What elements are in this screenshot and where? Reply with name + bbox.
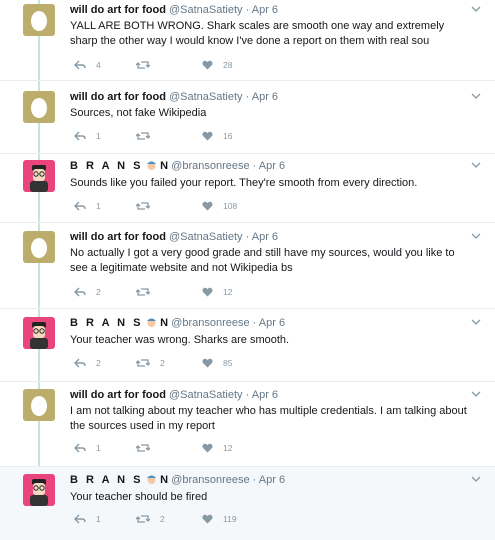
tweet-text: YALL ARE BOTH WRONG. Shark scales are smooth one way and extremely sharp the other way I would know I've done a report on them with real sou <box>70 20 445 47</box>
separator-dot: · <box>252 474 257 486</box>
retweet-icon <box>136 60 150 70</box>
heart-icon <box>202 131 213 141</box>
reply-icon <box>74 443 86 453</box>
display-name[interactable]: B R A N S <box>70 317 144 329</box>
separator-dot: · <box>252 160 257 172</box>
separator-dot: · <box>245 389 250 401</box>
tweet-date[interactable]: Apr 6 <box>251 91 279 103</box>
user-handle[interactable]: @SatnaSatiety <box>169 231 243 243</box>
like-action[interactable] <box>202 60 232 70</box>
reply-icon <box>74 514 86 524</box>
egg-avatar[interactable] <box>23 91 55 123</box>
retweet-count: 2 <box>160 514 165 524</box>
reply-icon <box>74 358 86 368</box>
reply-icon <box>74 60 86 70</box>
reply-count: 4 <box>96 60 101 70</box>
chevron-down-icon[interactable] <box>471 4 481 15</box>
user-handle[interactable]: @SatnaSatiety <box>169 4 243 16</box>
cartoon-avatar[interactable] <box>23 317 55 349</box>
display-name[interactable]: B R A N S <box>70 160 144 172</box>
chevron-down-icon[interactable] <box>471 91 481 102</box>
separator-dot: · <box>245 231 250 243</box>
reply-icon <box>74 287 86 297</box>
cartoon-avatar[interactable] <box>23 160 55 192</box>
retweet-action[interactable] <box>136 201 160 211</box>
like-action[interactable] <box>202 201 237 211</box>
user-handle[interactable]: @SatnaSatiety <box>169 389 243 401</box>
tweet-text: Your teacher was wrong. Sharks are smooth. <box>70 334 290 346</box>
like-count: 16 <box>223 131 233 141</box>
reply-icon <box>74 131 86 141</box>
reply-action[interactable] <box>74 443 101 453</box>
like-count: 119 <box>223 514 237 524</box>
tweet-text: Your teacher should be fired <box>70 491 208 503</box>
tweet-text: Sources, not fake Wikipedia <box>70 107 207 119</box>
tweet-date[interactable]: Apr 6 <box>258 474 286 486</box>
tweet[interactable] <box>0 222 495 308</box>
reply-count: 1 <box>96 514 101 524</box>
reply-count: 1 <box>96 443 101 453</box>
display-name[interactable]: B R A N S <box>70 474 144 486</box>
tweet-date[interactable]: Apr 6 <box>251 231 279 243</box>
reply-count: 1 <box>96 131 101 141</box>
reply-action[interactable] <box>74 358 101 368</box>
egg-avatar[interactable] <box>23 389 55 421</box>
like-action[interactable] <box>202 443 232 453</box>
retweet-icon <box>136 131 150 141</box>
display-name-suffix[interactable]: N <box>160 474 169 486</box>
chevron-down-icon[interactable] <box>471 160 481 171</box>
tweet-date[interactable]: Apr 6 <box>251 389 279 401</box>
chevron-down-icon[interactable] <box>471 317 481 328</box>
display-name[interactable]: will do art for food <box>70 4 166 16</box>
cap-emoji-icon <box>146 474 157 488</box>
retweet-icon <box>136 443 150 453</box>
egg-avatar[interactable] <box>23 4 55 36</box>
like-count: 28 <box>223 60 233 70</box>
reply-count: 2 <box>96 287 101 297</box>
tweet[interactable] <box>0 381 495 466</box>
tweet-date[interactable]: Apr 6 <box>258 160 286 172</box>
retweet-count: 2 <box>160 358 165 368</box>
heart-icon <box>202 443 213 453</box>
like-action[interactable] <box>202 287 232 297</box>
reply-count: 1 <box>96 201 101 211</box>
heart-icon <box>202 514 213 524</box>
reply-action[interactable] <box>74 60 101 70</box>
like-action[interactable] <box>202 514 237 524</box>
separator-dot: · <box>245 91 250 103</box>
tweet[interactable] <box>0 308 495 381</box>
heart-icon <box>202 201 213 211</box>
like-count: 12 <box>223 443 233 453</box>
retweet-action[interactable] <box>136 287 160 297</box>
chevron-down-icon[interactable] <box>471 231 481 242</box>
retweet-action[interactable] <box>136 443 160 453</box>
like-action[interactable] <box>202 131 232 141</box>
like-count: 85 <box>223 358 233 368</box>
chevron-down-icon[interactable] <box>471 474 481 485</box>
cap-emoji-icon <box>146 317 157 331</box>
display-name[interactable]: will do art for food <box>70 389 166 401</box>
display-name[interactable]: will do art for food <box>70 231 166 243</box>
retweet-icon <box>136 287 150 297</box>
reply-action[interactable] <box>74 514 101 524</box>
retweet-icon <box>136 514 150 524</box>
tweet-text: No actually I got a very good grade and still have my sources, would you like to see a legitimate website and not Wikipedia bs <box>70 247 455 274</box>
reply-count: 2 <box>96 358 101 368</box>
display-name-suffix[interactable]: N <box>160 317 169 329</box>
heart-icon <box>202 60 213 70</box>
tweet-date[interactable]: Apr 6 <box>258 317 286 329</box>
user-handle[interactable]: @bransonreese <box>171 160 250 172</box>
like-count: 12 <box>223 287 233 297</box>
reply-action[interactable] <box>74 201 101 211</box>
tweet[interactable] <box>0 80 495 153</box>
tweet-date[interactable]: Apr 6 <box>251 4 279 16</box>
cap-emoji-icon <box>146 160 157 174</box>
cartoon-avatar[interactable] <box>23 474 55 506</box>
tweet-text: I am not talking about my teacher who has multiple credentials. I am talking about the sources used in my report <box>70 405 467 432</box>
separator-dot: · <box>245 4 250 16</box>
reply-action[interactable] <box>74 287 101 297</box>
chevron-down-icon[interactable] <box>471 389 481 400</box>
retweet-icon <box>136 358 150 368</box>
reply-action[interactable] <box>74 131 101 141</box>
tweet[interactable] <box>0 466 495 540</box>
retweet-action[interactable] <box>136 358 165 368</box>
user-handle[interactable]: @bransonreese <box>171 474 250 486</box>
display-name-suffix[interactable]: N <box>160 160 169 172</box>
user-handle[interactable]: @SatnaSatiety <box>169 91 243 103</box>
heart-icon <box>202 358 213 368</box>
reply-icon <box>74 201 86 211</box>
retweet-icon <box>136 201 150 211</box>
tweet[interactable] <box>0 0 495 80</box>
egg-avatar[interactable] <box>23 231 55 263</box>
tweet-text: Sounds like you failed your report. They're smooth from every direction. <box>70 177 418 189</box>
tweet[interactable] <box>0 153 495 222</box>
separator-dot: · <box>252 317 257 329</box>
user-handle[interactable]: @bransonreese <box>171 317 250 329</box>
retweet-action[interactable] <box>136 514 165 524</box>
retweet-action[interactable] <box>136 60 160 70</box>
heart-icon <box>202 287 213 297</box>
like-action[interactable] <box>202 358 232 368</box>
display-name[interactable]: will do art for food <box>70 91 166 103</box>
retweet-action[interactable] <box>136 131 160 141</box>
like-count: 108 <box>223 201 238 211</box>
